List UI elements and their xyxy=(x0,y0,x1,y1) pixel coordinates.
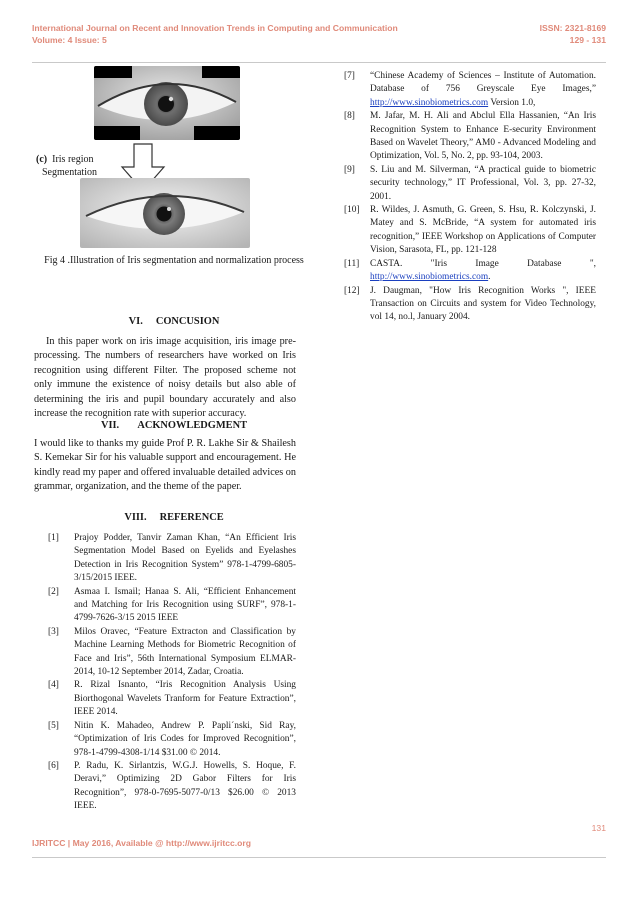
journal-title: International Journal on Recent and Innovation Trends in Computing and Communication xyxy=(32,23,398,33)
figure-label-line1: Iris region xyxy=(52,154,94,165)
reference-item xyxy=(344,258,596,285)
reference-number: [2] xyxy=(48,586,59,597)
reference-number: [6] xyxy=(48,760,59,771)
acknowledgment-paragraph: I would like to thanks my guide Prof P. R. Lakhe Sir & Shailesh S. Kemekar Sir for his valuable support and encouragement. He kindly read my paper and offered invaluable detailed advices on grammar, organization, and the theme of the paper. xyxy=(34,438,296,493)
reference-item xyxy=(344,204,596,258)
footer-divider xyxy=(32,857,606,858)
reference-text: Asmaa I. Ismail; Hanaa S. Ali, “Efficient Enhancement and Matching for Iris Recognition using SURF”, 978-1-4799-7626-3/15 2015 IEEE xyxy=(74,586,296,624)
reference-text: “Chinese Academy of Sciences – Institute of Automation. Database of 756 Greyscale Eye Images,” xyxy=(370,71,596,95)
reference-text: P. Radu, K. Sirlantzis, W.G.J. Howells, S. Hoque, F. Deravi,” Optimizing 2D Gabor Filters for Iris Recognition”, 978-0-7695-5077-0/13 $26.00 © 2013 IEEE. xyxy=(74,760,296,812)
page-number: 131 xyxy=(591,823,606,833)
reference-text: Nitin K. Mahadeo, Andrew P. Papli´nski, Sid Ray, “Optimization of Iris Codes for Improved Recognition”, 978-1-4799-4308-1/14 $31.00 © 2014. xyxy=(74,720,296,758)
reference-text: Prajoy Podder, Tanvir Zaman Khan, “An Efficient Iris Segmentation Model Based on Eyelids and Eyelashes Detection in Iris Recognition System” 978-1-4799-6805-3/15/2015 IEEE. xyxy=(74,533,296,584)
figure-label-line2: Segmentation xyxy=(42,167,97,178)
eye-photo-bottom xyxy=(80,178,250,248)
section-number: VII. xyxy=(100,420,120,431)
reference-text: S. Liu and M. Silverman, “A practical guide to biometric security technology,” IT Professional, Vol. 3, pp. 27-32, 2001. xyxy=(370,164,596,202)
reference-number: [11] xyxy=(344,258,360,269)
reference-text: R. Rizal Isnanto, “Iris Recognition Analysis Using Biorthogonal Wavelets Tranform for Feature Extraction”, IEEE 2014. xyxy=(74,680,296,718)
reference-text-tail: . xyxy=(488,272,491,283)
reference-text: Milos Oravec, “Feature Extracton and Classification by Machine Learning Methods for Biometric Recognition of Face and Iris”, 56th International Symposium ELMAR-2014, 10-12 September 2014, Zadar, Croatia. xyxy=(74,626,296,678)
reference-number: [8] xyxy=(344,111,355,122)
eye-photo-top xyxy=(94,66,240,140)
reference-item xyxy=(48,720,296,760)
reference-item xyxy=(48,626,296,680)
section-heading-acknowledgment xyxy=(36,420,312,431)
reference-text: R. Wildes, J. Asmuth, G. Green, S. Hsu, R. Kolczynski, J. Matey and S. McBride, “A system for automated iris recognition,” IEEE Workshop on Applications of Computer Vision, Sarasota, FL, pp. 121-128 xyxy=(370,205,596,256)
reference-item xyxy=(48,760,296,814)
reference-list-left xyxy=(48,532,296,814)
issn: ISSN: 2321-8169 xyxy=(539,23,606,33)
reference-text: CASTA. "Iris Image Database ", xyxy=(370,258,596,269)
section-heading-reference xyxy=(36,512,312,523)
reference-item xyxy=(48,586,296,626)
conclusion-paragraph: In this paper work on iris image acquisition, iris image pre-processing. The numbers of researchers have worked on Iris recognition using different Filter. The proposed scheme not only immune the existence of noisy details but also able of determining the iris and pupil boundary accurately and also increase the recognition rate with superior accuracy. xyxy=(34,336,296,420)
reference-link[interactable]: http://www.sinobiometrics.com xyxy=(370,97,489,108)
section-number: VI. xyxy=(128,316,143,327)
reference-item xyxy=(344,110,596,164)
figure-caption: Fig 4 .Illustration of Iris segmentation and normalization process xyxy=(44,255,304,266)
iris-image-top xyxy=(94,66,240,140)
header-divider xyxy=(32,62,606,63)
page-range: 129 - 131 xyxy=(569,35,606,45)
reference-item xyxy=(344,164,596,204)
reference-text: J. Daugman, "How Iris Recognition Works ", IEEE Transaction on Circuits and system for Video Technology, vol 14, no.l, January 2004. xyxy=(370,285,596,323)
figure-label-c: (c) xyxy=(36,154,48,165)
reference-item xyxy=(344,70,596,110)
footer-text: IJRITCC | May 2016, Available @ xyxy=(32,838,166,848)
journal-header xyxy=(32,22,606,46)
figure-label xyxy=(36,153,97,179)
volume-issue: Volume: 4 Issue: 5 xyxy=(32,35,107,45)
section-title: CONCUSION xyxy=(155,316,220,327)
reference-number: [5] xyxy=(48,720,59,731)
reference-number: [7] xyxy=(344,71,355,81)
reference-list-right xyxy=(344,70,596,325)
reference-item xyxy=(48,532,296,586)
reference-number: [4] xyxy=(48,680,59,691)
section-number: VIII. xyxy=(124,512,147,523)
reference-text: M. Jafar, M. H. Ali and Abclul Ella Hassanien, “An Iris Recognition System to Enhance E-security Environment Based on Wavelet Theory,” AM0 - Advanced Modeling and Optimization, Vol. 5, No. 2, pp. 93-104, 2003. xyxy=(370,111,596,162)
section-heading-conclusion xyxy=(36,316,312,327)
reference-number: [12] xyxy=(344,285,360,296)
reference-number: [3] xyxy=(48,626,59,637)
section-title: REFERENCE xyxy=(159,512,224,523)
reference-link[interactable]: http://www.sinobiometrics.com xyxy=(370,272,489,283)
reference-number: [1] xyxy=(48,533,59,543)
reference-item xyxy=(48,679,296,719)
reference-number: [10] xyxy=(344,205,360,216)
reference-item xyxy=(344,285,596,325)
reference-number: [9] xyxy=(344,164,355,175)
iris-image-bottom xyxy=(80,178,250,248)
footer xyxy=(32,838,251,848)
reference-text-tail: Version 1.0, xyxy=(488,97,536,108)
footer-link[interactable]: http://www.ijritcc.org xyxy=(165,838,251,848)
section-title: ACKNOWLEDGMENT xyxy=(137,420,248,431)
